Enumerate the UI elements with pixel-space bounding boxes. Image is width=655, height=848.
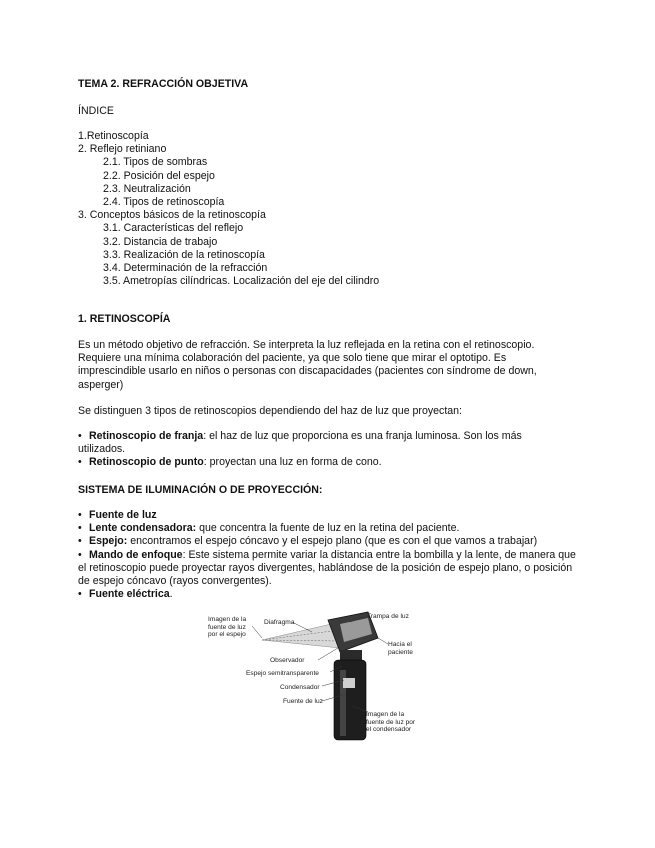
toc-item: 3.3. Realización de la retinoscopía — [103, 248, 265, 261]
section-heading-retinoscopia: 1. RETINOSCOPÍA — [78, 313, 171, 325]
list-item-term: Fuente de luz — [89, 509, 157, 521]
toc-item: 2.1. Tipos de sombras — [103, 156, 208, 169]
toc-item: 2. Reflejo retiniano — [78, 143, 167, 156]
figure-label: Observador — [270, 657, 305, 664]
figure-label: Imagen de la fuente de luz por el espejo — [208, 616, 247, 638]
list-item-text: encontramos el espejo cóncavo y el espejo plano (que es con el que vamos a trabajar) — [127, 535, 538, 548]
toc-item: 3.1. Características del reflejo — [103, 222, 244, 235]
list-item-term: Retinoscopio de punto — [89, 456, 204, 469]
list-item-term: Fuente eléctrica — [89, 588, 170, 601]
section-paragraph: Es un método objetivo de refracción. Se interpreta la luz reflejada en la retina con el retinoscopio. Requiere una mínima colaboración del paciente, ya que solo tiene que mirar el optotipo. Es imprescindible usarlo en niños o personas con discapacidades (pacientes con síndrome de down, asperger) — [78, 339, 537, 391]
list-item-text: . — [169, 588, 173, 601]
figure-label: Hacia el paciente — [388, 641, 413, 656]
document-title: TEMA 2. REFRACCIÓN OBJETIVA — [78, 78, 249, 90]
figure-label: Espejo semitransparente — [246, 670, 319, 677]
list-item-text: que concentra la fuente de luz en la retina del paciente. — [196, 522, 460, 535]
list-item-text: : el haz de luz que proporciona es una franja luminosa. Son los más utilizados. — [78, 430, 522, 456]
list-item-text: : proyectan una luz en forma de cono. — [203, 456, 382, 469]
list-item — [78, 535, 576, 548]
system-heading: SISTEMA DE ILUMINACIÓN O DE PROYECCIÓN: — [78, 484, 323, 496]
list-item-term: Espejo: — [89, 535, 128, 548]
toc-item: 2.4. Tipos de retinoscopía — [103, 196, 225, 209]
list-item — [78, 456, 533, 469]
toc-item: 3.2. Distancia de trabajo — [103, 235, 218, 248]
list-item — [78, 549, 576, 589]
toc-item: 1.Retinoscopía — [78, 130, 149, 142]
figure-label: Imagen de la fuente de luz por el condensador — [366, 711, 416, 733]
retinoscope-figure — [200, 608, 420, 748]
table-of-contents — [78, 130, 578, 288]
list-item — [78, 509, 576, 522]
system-components-list — [78, 509, 576, 601]
list-item-term: Lente condensadora: — [89, 522, 197, 535]
toc-item: 3. Conceptos básicos de la retinoscopía — [78, 209, 266, 222]
list-item-text: : Este sistema permite variar la distancia entre la bombilla y la lente, de manera que el retinoscopio puede proyectar rayos divergentes, hablándose de la posición de espejo plano, o posición de espejo cóncavo (rayos convergentes). — [78, 548, 576, 588]
figure-label: Diafragma — [264, 619, 295, 626]
figure-label: Condensador — [280, 684, 320, 691]
toc-item: 3.5. Ametropías cilíndricas. Localización del eje del cilindro — [103, 275, 380, 288]
list-item-term: Mando de enfoque — [89, 548, 183, 561]
index-heading: ÍNDICE — [78, 105, 114, 117]
toc-item: 3.4. Determinación de la refracción — [103, 262, 268, 275]
toc-item: 2.3. Neutralización — [103, 182, 191, 195]
list-item — [78, 588, 576, 601]
retinoscope-types-list — [78, 430, 533, 470]
retinoscope-types-intro: Se distinguen 3 tipos de retinoscopios dependiendo del haz de luz que proyectan: — [78, 405, 463, 417]
figure-label: Trampa de luz — [367, 613, 409, 620]
list-item — [78, 522, 576, 535]
toc-item: 2.2. Posición del espejo — [103, 169, 215, 182]
list-item — [78, 430, 533, 456]
figure-label: Fuente de luz — [283, 698, 323, 705]
list-item-term: Retinoscopio de franja — [89, 430, 204, 442]
